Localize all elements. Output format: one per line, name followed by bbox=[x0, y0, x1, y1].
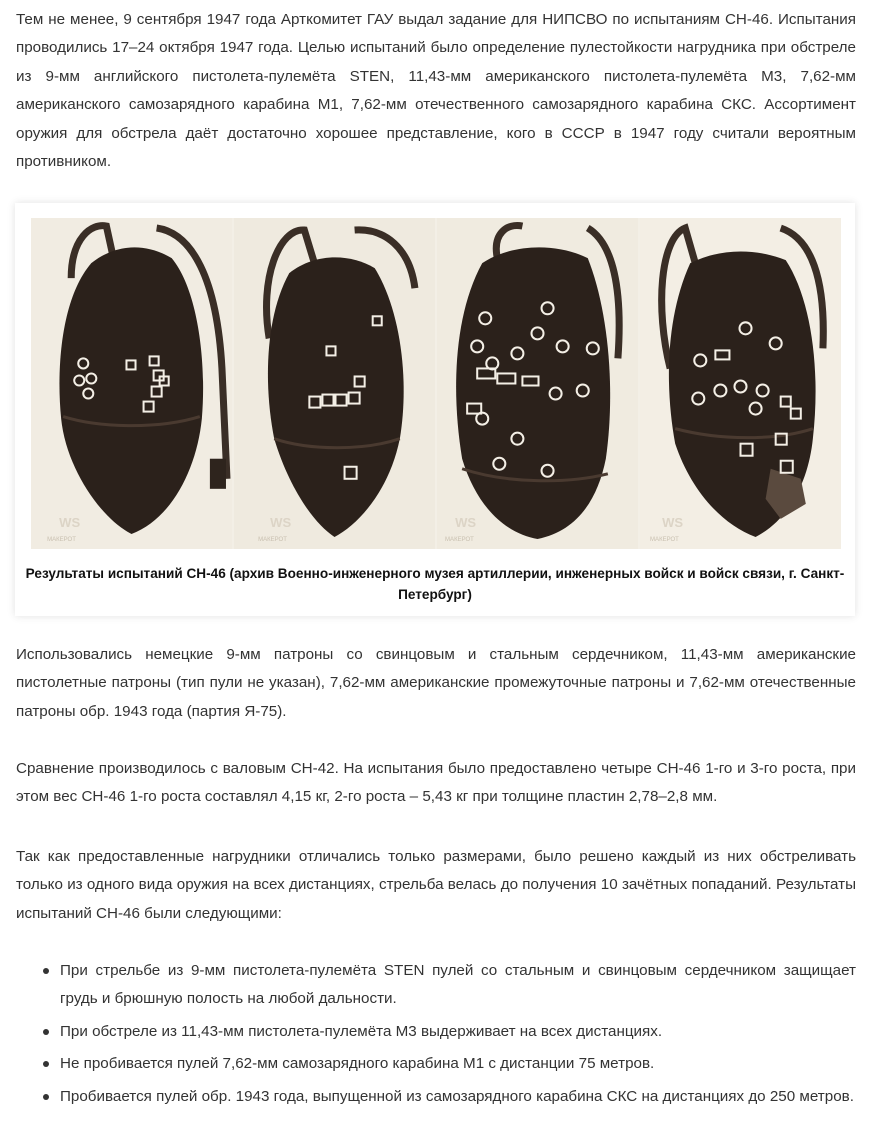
svg-text:МАКЕРОТ: МАКЕРОТ bbox=[445, 536, 474, 543]
bullet-icon bbox=[43, 1029, 49, 1035]
svg-text:МАКЕРОТ: МАКЕРОТ bbox=[650, 536, 679, 543]
paragraph-intro: Тем не менее, 9 сентября 1947 года Арткомитет ГАУ выдал задание для НИПСВО по испытаниям СН-46. Испытания проводились 17–24 октября 1947 года. Целью испытаний было определение пулестойкости нагрудника при обстреле из 9-мм английского пистолета-пулемёта STEN, 11,43-мм американского пистолета-пулемёта М3, 7,62-мм американского самозарядного карабина М1, 7,62-мм отечественного самозарядного карабина СКС. Ассортимент оружия для обстрела даёт достаточно хорошее представление, кого в СССР в 1947 году считали вероятным противником. bbox=[16, 11, 856, 171]
list-item bbox=[16, 957, 856, 1014]
armor-photo-4 bbox=[640, 218, 841, 549]
armor-photo-3 bbox=[437, 218, 638, 549]
svg-text:МАКЕРОТ: МАКЕРОТ bbox=[47, 536, 76, 543]
paragraph-ammo: Использовались немецкие 9-мм патроны со свинцовым и стальным сердечником, 11,43-мм американские пистолетные патроны (тип пули не указан), 7,62-мм американские промежуточные патроны и 7,62-мм отечественные патроны обр. 1943 года (партия Я-75). bbox=[16, 646, 856, 720]
bullet-icon bbox=[43, 1061, 49, 1067]
test-results-photo bbox=[31, 218, 841, 549]
svg-text:WS: WS bbox=[662, 514, 684, 530]
list-item-text: Не пробивается пулей 7,62-мм самозарядного карабина М1 с дистанции 75 метров. bbox=[60, 1055, 655, 1073]
watermark: WS bbox=[59, 514, 81, 530]
bullet-icon bbox=[43, 968, 49, 974]
figure-caption: Результаты испытаний СН-46 (архив Военно-инженерного музея артиллерии, инженерных войск и войск связи, г. Санкт-Петербург) bbox=[25, 566, 845, 602]
svg-text:МАКЕРОТ: МАКЕРОТ bbox=[258, 536, 287, 543]
paragraph-comparison: Сравнение производилось с валовым СН-42. На испытания было предоставлено четыре СН-46 1-го и 3-го роста, при этом вес СН-46 1-го роста составлял 4,15 кг, 2-го роста – 5,43 кг при толщине пластин 2,78–2,8 мм. bbox=[16, 760, 856, 806]
list-item-text: Пробивается пулей обр. 1943 года, выпущенной из самозарядного карабина СКС на дистанциях до 250 метров. bbox=[60, 1087, 854, 1105]
list-item bbox=[16, 1050, 856, 1078]
photo-figure bbox=[15, 203, 855, 616]
list-item bbox=[16, 1083, 856, 1111]
list-item-text: При обстреле из 11,43-мм пистолета-пулемёта М3 выдерживает на всех дистанциях. bbox=[60, 1022, 663, 1040]
bullet-icon bbox=[43, 1094, 49, 1100]
list-item-text: При стрельбе из 9-мм пистолета-пулемёта STEN пулей со стальным и свинцовым сердечником защищает грудь и брюшную полость на любой дальности. bbox=[60, 962, 856, 1008]
paragraph-method: Так как предоставленные нагрудники отличались только размерами, было решено каждый из них обстреливать только из одного вида оружия на всех дистанциях, стрельба велась до получения 10 зачётных попаданий. Результаты испытаний СН-46 были следующими: bbox=[16, 848, 856, 922]
list-item bbox=[16, 1018, 856, 1046]
svg-text:WS: WS bbox=[455, 514, 477, 530]
svg-text:WS: WS bbox=[270, 514, 292, 530]
results-list bbox=[16, 957, 856, 1115]
armor-photo-1 bbox=[31, 218, 232, 549]
armor-photo-2 bbox=[234, 218, 435, 549]
